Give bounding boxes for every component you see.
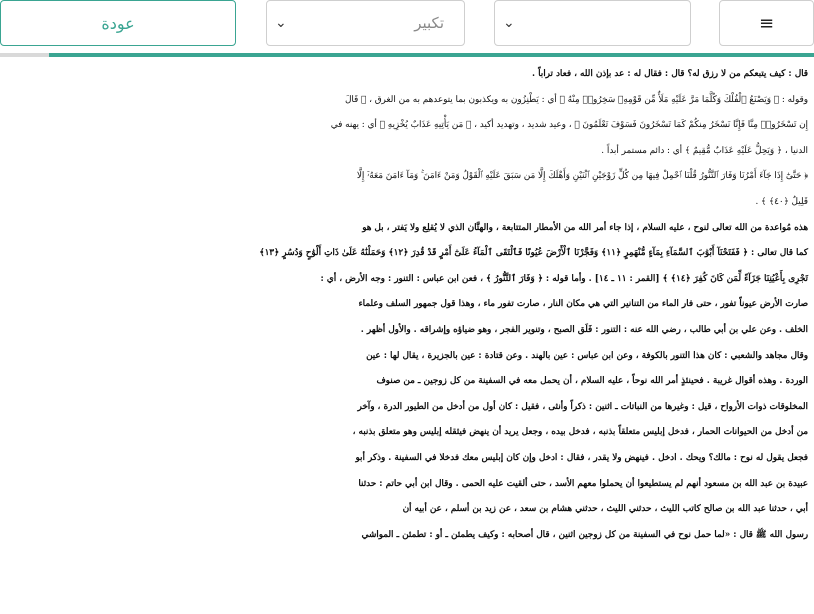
secondary-select[interactable]	[494, 0, 691, 46]
text-line: وقال مجاهد والشعبي : كان هذا التنور بالكوفة ، وعن ابن عباس : عين بالهند . وعن قتادة : عين بالجزيرة ، يقال لها : عين	[366, 350, 808, 361]
text-line: المخلوقات ذوات الأرواح ، قيل : وغيرها من النباتات ـ اثنين : ذكراً وأنثى ، فقيل : كان أول من أدخل من الطيور الدرة ، وآخر	[357, 401, 808, 412]
text-line: تَجْرِى بِأَعْيُنِنَا جَزَآءً لِّمَن كَانَ كُفِرَ ﴿١٤﴾ ﴾ [القمر : ١١ ـ ١٤] . وأما قوله : ﴿ وَفَارَ ٱلتَّنُّورُ ﴾ ، فعن ابن عباس : التنور : وجه الأرض ، أي :	[320, 273, 808, 284]
text-line: فجعل يقول له نوح : مالك؟ ويحك . ادخل . فينهض ولا يقدر ، فقال : ادخل وإن كان إبليس معك فدخلا في السفينة . وذكر أبو	[355, 452, 808, 463]
chevron-down-icon: ⌄	[275, 15, 287, 31]
document-page	[0, 62, 814, 614]
text-line: الدنيا ، ﴿ وَيَحِلُّ عَلَيْهِ عَذَابٌ مُّقِيمٌ ﴾ أي : دائم مستمر أبداً .	[601, 145, 808, 156]
text-line: قال : كيف يتبعكم من لا رزق له؟ قال : فقال له : عد بإذن الله ، فعاد تراباً .	[531, 69, 808, 79]
reading-progress-bar	[0, 53, 814, 57]
text-line: الوردة . وهذه أقوال غريبة . فحينئذٍ أمر الله نوحاً ، عليه السلام ، أن يحمل معه في السفينة من كل زوجين ـ من صنوف	[376, 376, 808, 387]
reading-progress-fill	[49, 53, 814, 57]
chevron-down-icon: ⌄	[503, 15, 515, 31]
hamburger-icon: ≡	[758, 12, 775, 34]
text-line: أبي ، حدثنا عبد الله بن صالح كاتب الليث ، حدثني الليث ، حدثني هشام بن سعد ، عن زيد بن أسلم ، عن أبيه أن	[402, 504, 808, 515]
zoom-select-value: تكبير	[414, 14, 444, 32]
back-button[interactable]: عودة	[0, 0, 236, 46]
text-line: من أدخل من الحيوانات الحمار ، فدخل إبليس متعلقاً بذنبه ، فدخل بيده ، وجعل يريد أن ينهض فيثقله إبليس وهو متعلق بذنبه ،	[352, 427, 808, 438]
text-line: الخلف . وعن علي بن أبي طالب ، رضي الله عنه : التنور : فَلَق الصبح ، وتنوير الفجر ، وهو ضياؤه وإشراقه . والأول أظهر .	[360, 324, 808, 335]
toolbar	[0, 0, 814, 56]
text-line: ﴿ حَتَّىٰٓ إِذَا جَآءَ أَمْرُنَا وَفَارَ ٱلتَّنُّورُ قُلْنَا ٱحْمِلْ فِيهَا مِن كُلٍّ زَوْجَيْنِ ٱثْنَيْنِ وَأَهْلَكَ إِلَّا مَن سَبَقَ عَلَيْهِ ٱلْقَوْلُ وَمَنْ ءَامَنَ ۚ وَمَآ ءَامَنَ مَعَهُۥٓ إِلَّا	[356, 171, 808, 182]
text-line: قَلِيلٌ ﴿٤٠﴾ ﴾ .	[755, 196, 808, 207]
text-line: رسول الله ﷺ قال : «لما حمل نوح في السفينة من كل زوجين اثنين ، قال أصحابه : وكيف يطمئن ـ أو : تطمئن ـ المواشي	[361, 529, 808, 540]
text-line: صارت الأرض عيوناً تفور ، حتى فار الماء من التنانير التي هي مكان النار ، صارت تفور ماء ، وهذا قول جمهور السلف وعلماء	[358, 299, 808, 310]
text-line: كما قال تعالى : ﴿ فَفَتَحْنَآ أَبْوَٰبَ ٱلسَّمَآءِ بِمَآءٍ مُّنْهَمِرٍ ﴿١١﴾ وَفَجَّرْنَا ٱلْأَرْضَ عُيُونًا فَٱلْتَقَى ٱلْمَآءُ عَلَىٰٓ أَمْرٍ قَدْ قُدِرَ ﴿١٢﴾ وَحَمَلْنَٰهُ عَلَىٰ ذَاتِ أَلْوَٰحٍ وَدُسُرٍ ﴿١٣﴾	[259, 248, 808, 259]
zoom-select[interactable]	[266, 0, 465, 46]
text-line: عبيدة بن عبد الله بن مسعود أنهم لم يستطيعوا أن يحملوا معهم الأسد ، حتى ألقيت عليه الحمى . وقال ابن أبي حاتم : حدثنا	[358, 478, 808, 489]
text-line: إِن تَسْخَرُوا۟ مِنَّا فَإِنَّا نَسْخَرُ مِنكُمْ كَمَا تَسْخَرُونَ فَسَوْفَ تَعْلَمُونَ ﴾ ، وعيد شديد ، وتهديد أكيد ، ﴿ مَن يَأْتِيهِ عَذَابٌ يُخْزِيهِ ﴾ أي : يهنه في	[330, 120, 808, 131]
text-line: وقوله : ﴿ وَيَصْنَعُ ٱلْفُلْكَ وَكُلَّمَا مَرَّ عَلَيْهِ مَلَأٌ مِّن قَوْمِهِۦ سَخِرُوا۟ مِنْهُ ﴾ أي : يَطْنِزُون به ويكذبون بما يتوعدهم به من الغرق ، ﴿ قَالَ	[344, 94, 808, 105]
text-line: هذه مُواعدة من الله تعالى لنوح ، عليه السلام ، إذا جاء أمر الله من الأمطار المتتابعة ، والهتَّان الذي لا يُقلِع ولا يَفتر ، بل هو	[362, 222, 808, 233]
menu-button[interactable]	[719, 0, 814, 46]
